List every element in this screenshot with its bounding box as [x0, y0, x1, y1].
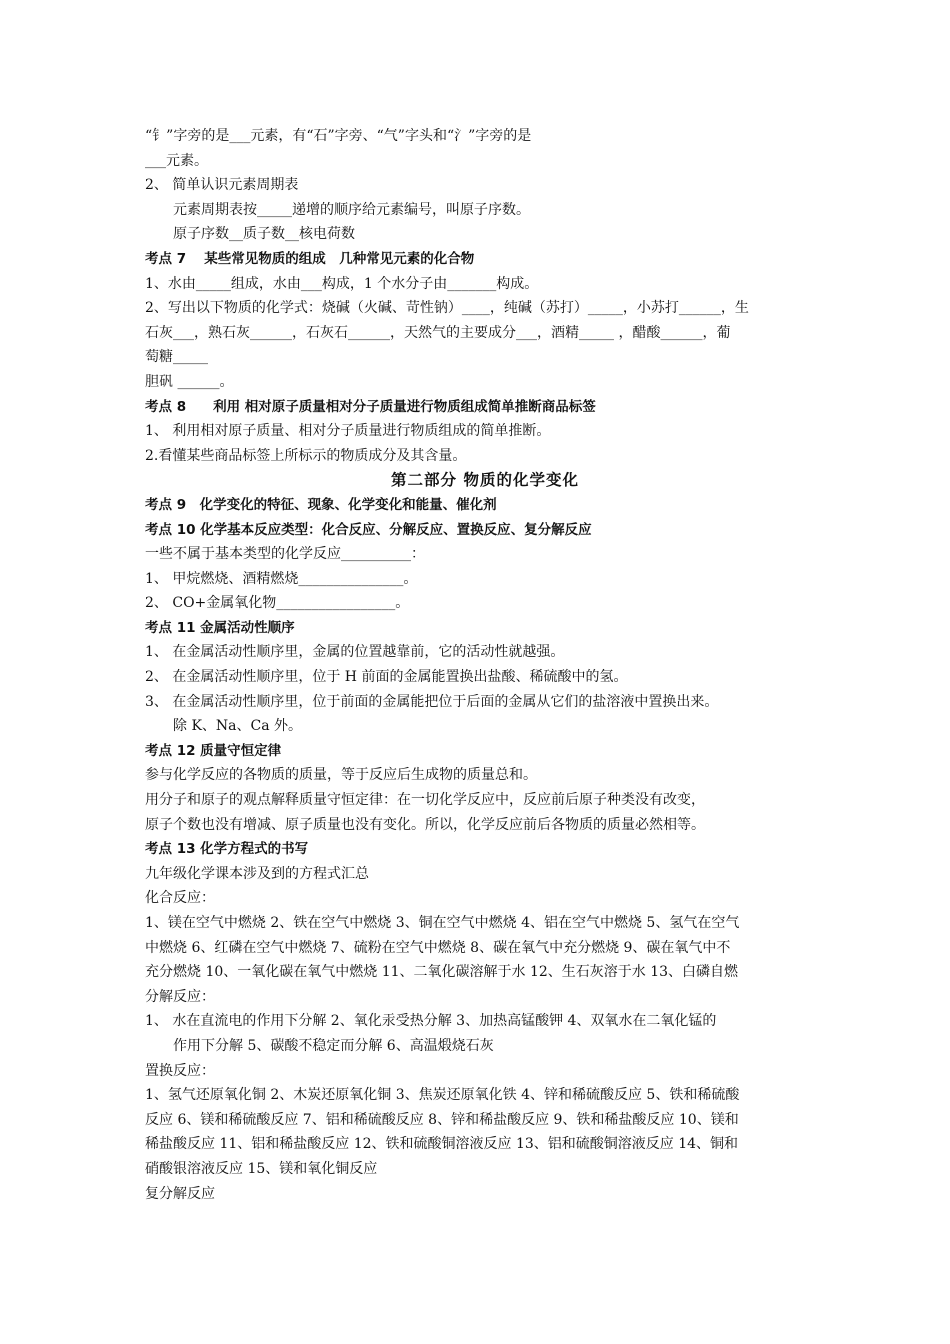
list-item: 2.看懂某些商品标签上所标示的物质成分及其含量。 [145, 447, 467, 464]
text-line: 九年级化学课本涉及到的方程式汇总 [145, 865, 369, 882]
text-line: 用分子和原子的观点解释质量守恒定律：在一切化学反应中，反应前后原子种类没有改变， [145, 792, 705, 809]
section-heading: 考点 8 利用 相对原子质量相对分子质量进行物质组成简单推断商品标签 [145, 398, 596, 415]
text-line: 稀盐酸反应 11、铝和稀盐酸反应 12、铁和硫酸铜溶液反应 13、铝和硫酸铜溶液反应 14、铜和 [145, 1136, 739, 1153]
section-heading: 考点 12 质量守恒定律 [145, 742, 282, 759]
text-line: 硝酸银溶液反应 15、镁和氧化铜反应 [145, 1160, 378, 1177]
list-item: 2、 简单认识元素周期表 [145, 177, 299, 194]
list-item: 2、 CO+金属氧化物_________________。 [145, 595, 410, 612]
text-line: 原子序数__质子数__核电荷数 [173, 226, 355, 243]
text-line: 分解反应： [145, 988, 215, 1005]
document-page [145, 124, 825, 1206]
text-line: 一些不属于基本类型的化学反应__________： [145, 546, 425, 563]
text-line: 中燃烧 6、红磷在空气中燃烧 7、硫粉在空气中燃烧 8、碳在氧气中充分燃烧 9、碳在氧气中不 [145, 939, 731, 956]
list-item: 1、 水在直流电的作用下分解 2、氧化汞受热分解 3、加热高锰酸钾 4、双氧水在二氧化锰的 [145, 1013, 717, 1030]
part-title: 第二部分 物质的化学变化 [391, 470, 579, 490]
list-item: 1、 利用相对原子质量、相对分子质量进行物质组成的简单推断。 [145, 423, 551, 440]
list-item: 1、氢气还原氧化铜 2、木炭还原氧化铜 3、焦炭还原氧化铁 4、锌和稀硫酸反应 5、铁和稀硫酸 [145, 1087, 740, 1104]
text-line: 原子个数也没有增减、原子质量也没有变化。所以，化学反应前后各物质的质量必然相等。 [145, 816, 705, 833]
text-line: 复分解反应 [145, 1185, 215, 1202]
list-item: 2、 在金属活动性顺序里，位于 H 前面的金属能置换出盐酸、稀硫酸中的氢。 [145, 669, 628, 686]
text-line: 胆矾 ______。 [145, 373, 234, 390]
text-line: 除 K、Na、Ca 外。 [173, 718, 303, 735]
text-line: 置换反应： [145, 1062, 215, 1079]
list-item: 2、写出以下物质的化学式：烧碱（火碱、苛性钠）____，纯碱（苏打）_____，小苏打______，生 [145, 300, 749, 317]
text-line: 萄糖_____ [145, 349, 208, 366]
list-item: 1、水由_____组成，水由___构成，1 个水分子由_______构成。 [145, 275, 539, 292]
section-heading: 考点 11 金属活动性顺序 [145, 619, 295, 636]
list-item: 1、 在金属活动性顺序里，金属的位置越靠前，它的活动性就越强。 [145, 644, 565, 661]
section-heading: 考点 13 化学方程式的书写 [145, 841, 309, 858]
text-line: 石灰___，熟石灰______，石灰石______，天然气的主要成分___，酒精_____ ，醋酸______，葡 [145, 324, 731, 341]
section-heading: 考点 7 某些常见物质的组成 几种常见元素的化合物 [145, 250, 475, 267]
text-line: ___元素。 [145, 152, 208, 169]
text-line: 充分燃烧 10、一氧化碳在氧气中燃烧 11、二氧化碳溶解于水 12、生石灰溶于水 13、白磷自燃 [145, 964, 739, 981]
text-line: “钅”字旁的是___元素，有“石”字旁、“气”字头和“氵”字旁的是 [145, 128, 532, 144]
section-heading: 考点 10 化学基本反应类型：化合反应、分解反应、置换反应、复分解反应 [145, 521, 592, 538]
list-item: 1、镁在空气中燃烧 2、铁在空气中燃烧 3、铜在空气中燃烧 4、铝在空气中燃烧 5、氢气在空气 [145, 915, 740, 931]
text-line: 作用下分解 5、碳酸不稳定而分解 6、高温煅烧石灰 [173, 1037, 494, 1054]
list-item: 3、 在金属活动性顺序里，位于前面的金属能把位于后面的金属从它们的盐溶液中置换出来。 [145, 693, 719, 710]
text-line: 化合反应： [145, 890, 215, 907]
list-item: 1、 甲烷燃烧、酒精燃烧_______________。 [145, 570, 418, 587]
text-line: 参与化学反应的各物质的质量，等于反应后生成物的质量总和。 [145, 767, 537, 784]
text-line: 元素周期表按_____递增的顺序给元素编号，叫原子序数。 [173, 201, 530, 218]
text-line: 反应 6、镁和稀硫酸反应 7、铝和稀硫酸反应 8、锌和稀盐酸反应 9、铁和稀盐酸反应 10、镁和 [145, 1111, 739, 1128]
section-heading: 考点 9 化学变化的特征、现象、化学变化和能量、催化剂 [145, 496, 497, 513]
